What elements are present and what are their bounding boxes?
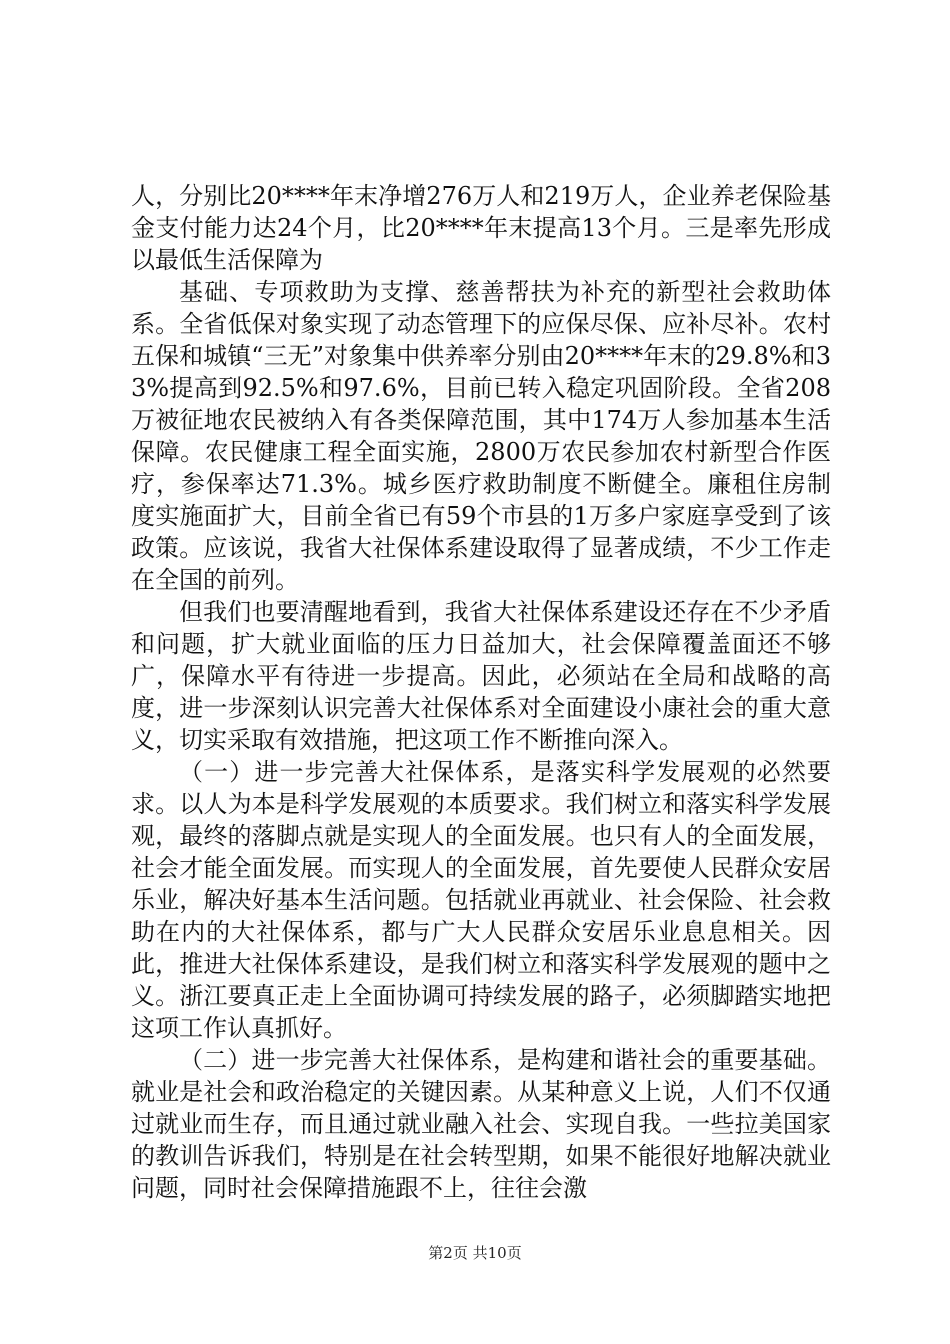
paragraph-1: 人，分别比20****年末净增276万人和219万人，企业养老保险基金支付能力达24个月，比20****年末提高13个月。三是率先形成以最低生活保障为 <box>131 182 831 274</box>
document-body <box>131 180 831 1204</box>
page-number-footer: 第2页 共10页 <box>428 1244 522 1262</box>
paragraph-4: （一）进一步完善大社保体系，是落实科学发展观的必然要求。以人为本是科学发展观的本质要求。我们树立和落实科学发展观，最终的落脚点就是实现人的全面发展。也只有人的全面发展，社会才能全面发展。而实现人的全面发展，首先要使人民群众安居乐业，解决好基本生活问题。包括就业再就业、社会保险、社会救助在内的大社保体系，都与广大人民群众安居乐业息息相关。因此，推进大社保体系建设，是我们树立和落实科学发展观的题中之义。浙江要真正走上全面协调可持续发展的路子，必须脚踏实地把这项工作认真抓好。 <box>131 758 831 1042</box>
paragraph-3: 但我们也要清醒地看到，我省大社保体系建设还存在不少矛盾和问题，扩大就业面临的压力日益加大，社会保障覆盖面还不够广，保障水平有待进一步提高。因此，必须站在全局和战略的高度，进一步深刻认识完善大社保体系对全面建设小康社会的重大意义，切实采取有效措施，把这项工作不断推向深入。 <box>131 598 831 754</box>
paragraph-2: 基础、专项救助为支撑、慈善帮扶为补充的新型社会救助体系。全省低保对象实现了动态管理下的应保尽保、应补尽补。农村五保和城镇“三无”对象集中供养率分别由20****年末的29.8%和33%提高到92.5%和97.6%，目前已转入稳定巩固阶段。全省208万被征地农民被纳入有各类保障范围，其中174万人参加基本生活保障。农民健康工程全面实施，2800万农民参加农村新型合作医疗，参保率达71.3%。城乡医疗救助制度不断健全。廉租住房制度实施面扩大，目前全省已有59个市县的1万多户家庭享受到了该政策。应该说，我省大社保体系建设取得了显著成绩，不少工作走在全国的前列。 <box>131 278 831 594</box>
paragraph-5: （二）进一步完善大社保体系，是构建和谐社会的重要基础。就业是社会和政治稳定的关键因素。从某种意义上说，人们不仅通过就业而生存，而且通过就业融入社会、实现自我。一些拉美国家的教训告诉我们，特别是在社会转型期，如果不能很好地解决就业问题，同时社会保障措施跟不上，往往会激 <box>131 1046 831 1202</box>
